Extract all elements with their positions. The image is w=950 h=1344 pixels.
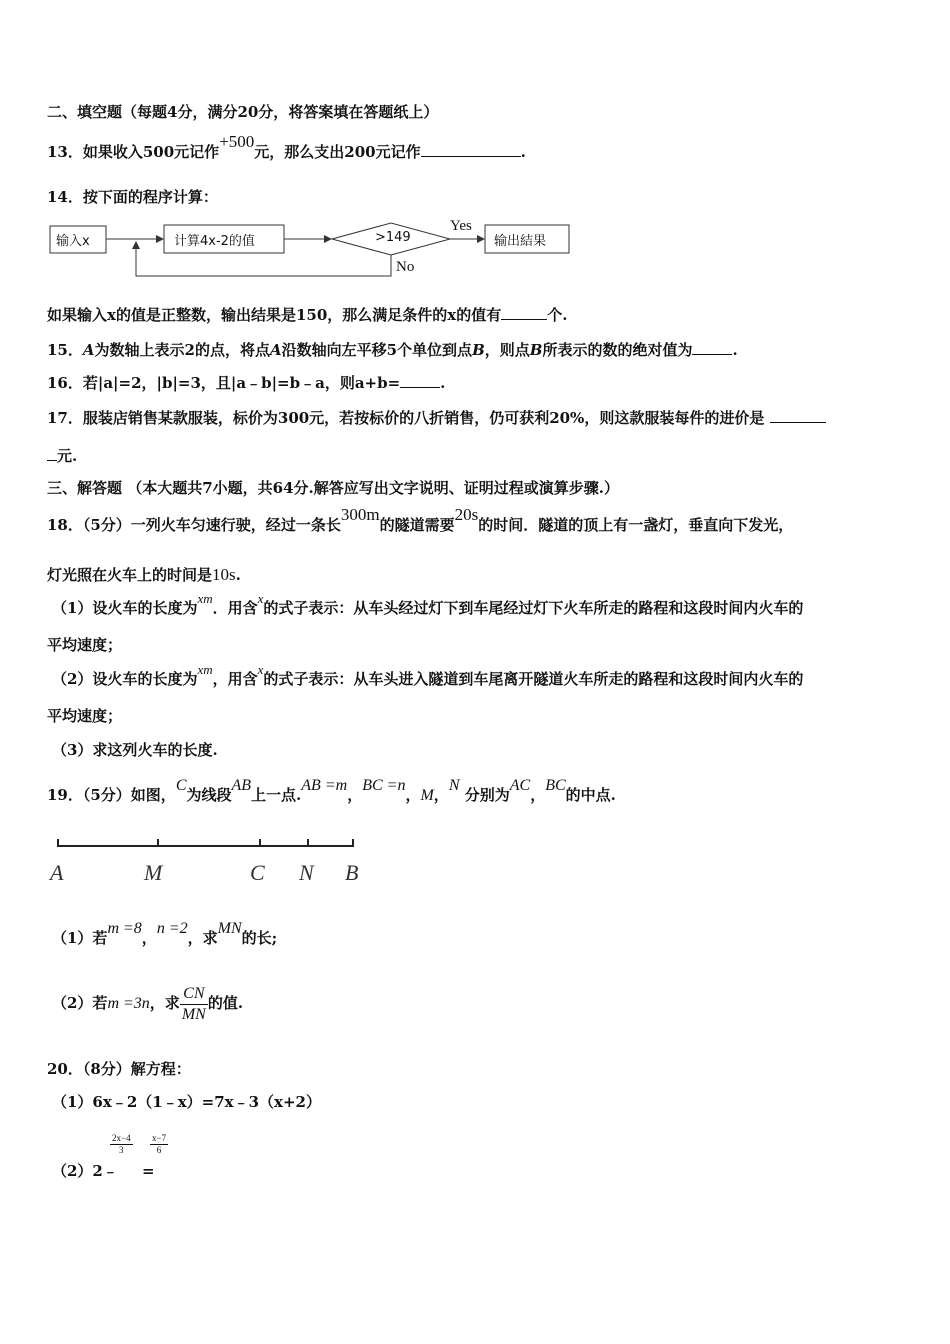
segment-line [50,832,370,862]
flow-calc-label: 计算4x-2的值 [174,234,255,249]
q15-point-b-2: B [529,341,543,359]
q19-text-c: 上一点. [251,786,302,804]
question-14-title: 14．按下面的程序计算： [47,188,218,206]
question-16 [47,371,445,393]
q17-answer-blank-cont[interactable] [47,444,57,461]
q18-p1-text-a: （1）设火车的长度为 [52,599,198,617]
q19-p1-mn: MN [217,920,242,937]
question-18-part1 [52,591,804,619]
q18-light-time: 10s [212,565,236,584]
q20-p2-text-a: （2）2﹣ [52,1162,118,1180]
question-13 [47,132,526,162]
q13-value: +500 [219,132,255,151]
q19-p1-text-b: ，求 [187,929,218,947]
q19-p2-m-eq-3n: m =3n [107,995,150,1012]
q19-m: M [420,787,434,804]
question-18-line2 [47,565,241,585]
q15-answer-blank[interactable] [692,338,732,355]
q18-tunnel-length: 300m [340,505,380,524]
q15-text-a: 15． [47,341,83,359]
q19-p2-numerator: CN [180,984,208,1005]
section-3-title: 三、解答题 （本大题共7小题，共64分.解答应写出文字说明、证明过程或演算步骤.） [47,479,619,497]
q18-text-e: . [235,566,241,584]
q15-point-b: B [472,341,485,359]
q18-text-c: 的时间．隧道的顶上有一盏灯，垂直向下发光， [478,516,794,534]
question-20-title: 20．（8分）解方程： [47,1060,191,1078]
question-18-line1 [47,505,794,535]
q18-p2-text-c: 的式子表示：从车头进入隧道到车尾离开隧道火车所走的路程和这段时间内火车的 [263,670,804,688]
q13-text-b: 元，那么支出200元记作 [254,143,421,161]
q14-text-b: 个. [547,306,568,324]
q19-ac: AC [509,777,531,794]
q15-point-a: A [82,341,95,359]
question-19 [47,777,616,806]
q20-frac1-num: 2x−4 [112,1133,131,1143]
q16-text-b: . [440,374,446,392]
q15-text-c: 沿数轴向左平移5个单位到点 [281,341,473,359]
q19-comma-2: ， [405,786,421,804]
q20-p2-text-b: = [142,1162,155,1180]
q19-n: N [448,777,460,794]
q20-frac1-den: 3 [119,1145,124,1155]
q18-text-d: 灯光照在火车上的时间是 [47,566,213,584]
q18-p1-text-c: 的式子表示：从车头经过灯下到车尾经过灯下火车所走的路程和这段时间内火车的 [263,599,804,617]
q18-p1-xm: xm [197,591,213,606]
q14-text-a: 如果输入x的值是正整数，输出结果是150，那么满足条件的x的值有 [47,306,502,324]
question-20-part2 [52,1133,252,1181]
question-19-part1 [52,920,278,949]
q13-text-c: . [520,143,526,161]
question-20-part1: （1）6x﹣2（1﹣x）=7x﹣3（x+2） [52,1093,321,1111]
q19-p2-text-b: ，求 [149,994,180,1012]
q19-c: C [175,777,187,794]
section-2-title: 二、填空题（每题4分，满分20分，将答案填在答题纸上） [47,103,439,121]
q19-ab: AB [231,777,252,794]
q13-text-a: 13．如果收入500元记作 [47,143,220,161]
q15-point-a-2: A [269,341,282,359]
q18-p1-x: x [257,591,264,606]
q19-ab-eq-m: AB =m [301,777,348,794]
q18-p2-text-a: （2）设火车的长度为 [52,670,198,688]
q16-answer-blank[interactable] [400,371,440,388]
q18-p2-text-b: ，用含 [212,670,258,688]
q17-answer-blank[interactable] [770,406,826,423]
q13-answer-blank[interactable] [421,140,521,157]
point-label-c: C [250,860,265,885]
question-19-part2 [52,978,243,1028]
point-label-b: B [345,860,359,885]
q18-text-b: 的隧道需要 [379,516,455,534]
q19-comma-4: ， [530,786,546,804]
q18-time: 20s [454,505,479,524]
question-18-part1-cont: 平均速度； [47,636,123,654]
question-14-text [47,303,567,325]
q19-bc: BC [545,777,566,794]
q18-text-a: 18．（5分）一列火车匀速行驶，经过一条长 [47,516,341,534]
point-label-a: A [50,860,64,885]
q19-bc-eq-n: BC =n [362,777,406,794]
flow-condition-label: >149 [375,230,411,245]
q19-text-e: 的中点. [565,786,616,804]
q15-text-d: ，则点 [484,341,530,359]
question-15 [47,338,738,360]
flow-yes-label: Yes [450,218,472,234]
q19-p1-n: n =2 [156,920,188,937]
question-17-cont [47,444,77,466]
q18-p2-x: x [257,662,264,677]
question-18-part3: （3）求这列火车的长度. [52,741,218,759]
q17-text-a: 17．服装店销售某款服装，标价为300元，若按标价的八折销售，仍可获利20%，则这款服装每件的进价是 [47,409,765,427]
q15-text-f: . [732,341,738,359]
point-label-n: N [299,860,314,885]
q17-text-b: 元. [57,447,78,465]
q14-answer-blank[interactable] [501,303,547,320]
flow-input-label: 输入x [56,234,90,249]
q20-p2-fraction-1 [110,1133,133,1156]
q19-comma-1: ， [347,786,363,804]
q18-p2-xm: xm [197,662,213,677]
q19-p2-text-a: （2）若 [52,994,108,1012]
question-18-part2 [52,662,804,690]
q19-comma-3: ， [433,786,449,804]
question-18-part2-cont: 平均速度； [47,707,123,725]
q18-p1-text-b: ．用含 [212,599,258,617]
q19-p1-m: m =8 [107,920,142,937]
q15-text-e: 所表示的数的绝对值为 [542,341,693,359]
flowchart [48,216,588,280]
q19-p2-fraction [180,984,208,1025]
question-17 [47,406,826,428]
q20-frac2-num: x−7 [152,1133,167,1143]
point-label-m: M [144,860,163,885]
q15-text-b: 为数轴上表示2的点，将点 [94,341,270,359]
flow-no-label: No [396,259,415,275]
q19-text-d: 分别为 [464,786,510,804]
q16-text-a: 16．若|a|=2，|b|=3，且|a﹣b|=b﹣a，则a+b= [47,374,401,392]
q19-p2-denominator: MN [181,1005,206,1023]
segment-figure [50,832,370,892]
q19-p1-text-a: （1）若 [52,929,108,947]
q19-p2-text-c: 的值. [207,994,244,1012]
q20-p2-fraction-2 [150,1133,168,1156]
q20-frac2-den: 6 [156,1145,162,1155]
q19-p1-text-c: 的长; [241,929,278,947]
flow-output-label: 输出結果 [494,234,547,249]
q19-text-a: 19．（5分）如图， [47,786,176,804]
q19-p1-comma: ， [141,929,157,947]
q19-text-b: 为线段 [186,786,232,804]
